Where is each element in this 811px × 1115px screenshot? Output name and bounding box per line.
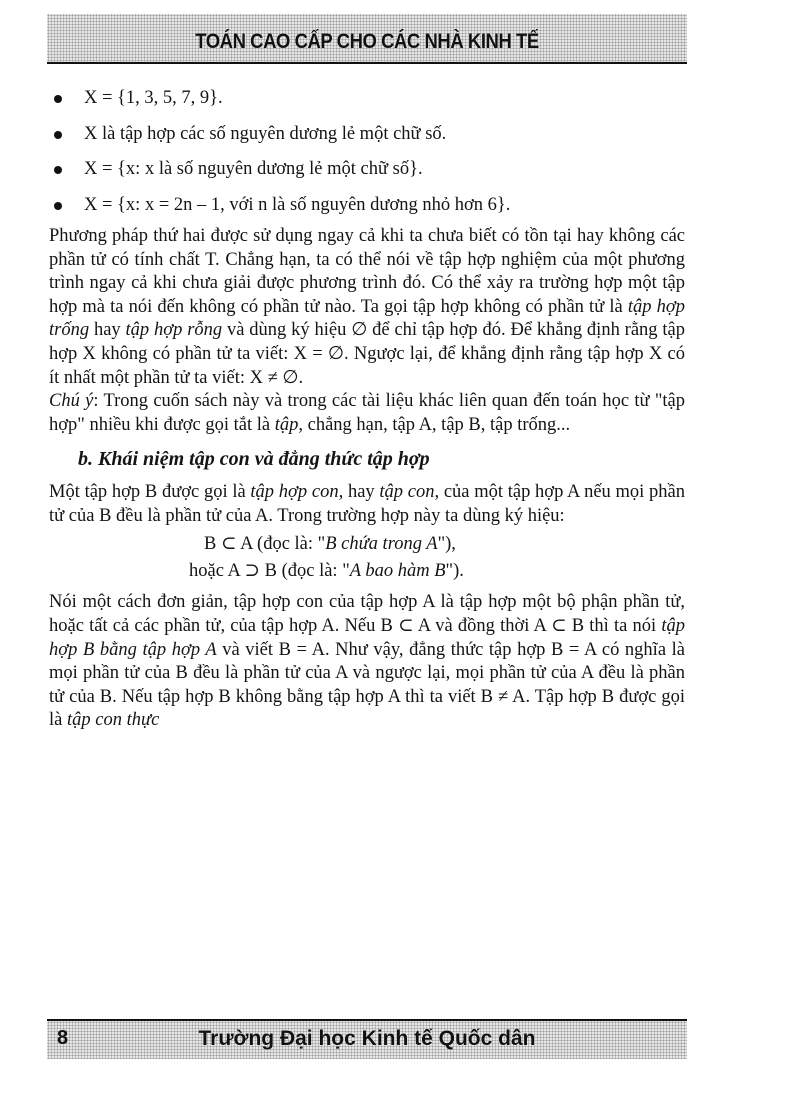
bullet-list bbox=[49, 87, 685, 216]
note-label: Chú ý bbox=[49, 391, 94, 412]
term-empty-set: tập hợp trống bbox=[49, 296, 685, 341]
paragraph-text: của một tập hợp A nếu mọi phần tử của B đều là phần tử của A. Trong trường hợp này ta dùng ký hiệu: bbox=[49, 481, 686, 526]
term-set-short: tập, bbox=[274, 414, 303, 435]
list-item bbox=[49, 194, 685, 216]
paragraph-text: Nói một cách đơn giản, tập hợp con của tập hợp A là tập hợp một bộ phận phần tử, hoặc tất cả các phần tử, của tập hợp A. Nếu B ⊂ A và đồng thời A ⊂ B thì ta nói bbox=[49, 592, 685, 636]
page-header bbox=[47, 14, 687, 64]
note-paragraph bbox=[49, 390, 685, 437]
term-null-set: tập hợp rỗng bbox=[125, 320, 223, 341]
formula-text: "), bbox=[437, 534, 456, 555]
list-item-text: X = {x: x là số nguyên dương lẻ một chữ số}. bbox=[84, 159, 423, 179]
bullet-icon bbox=[54, 131, 62, 139]
section-heading: b. Khái niệm tập con và đẳng thức tập hợp bbox=[78, 448, 430, 471]
page-footer bbox=[47, 1019, 687, 1059]
formula-reading: A bao hàm B bbox=[349, 560, 446, 581]
paragraph-empty-set bbox=[49, 225, 685, 390]
bullet-icon bbox=[54, 202, 62, 210]
note-text: chẳng hạn, tập A, tập B, tập trống... bbox=[302, 414, 571, 435]
note-text: : Trong cuốn sách này và trong các tài liệu khác liên quan đến toán học từ "tập hợp" nhiều khi được gọi tắt là bbox=[49, 391, 685, 435]
paragraph-text: hay bbox=[89, 320, 126, 341]
list-item bbox=[49, 158, 685, 180]
paragraph-text: Một tập hợp B được gọi là bbox=[49, 481, 251, 502]
list-item bbox=[49, 87, 685, 109]
formula-text: B ⊂ A (đọc là: " bbox=[204, 534, 326, 555]
paragraph-text: và dùng ký hiệu ∅ để chỉ tập hợp đó. Để khẳng định rằng tập hợp X không có phần tử ta viết: X = ∅. Ngược lại, để khẳng định rằng tập hợp X có ít nhất một phần tử ta viết: X ≠ ∅. bbox=[49, 320, 685, 388]
bullet-icon bbox=[54, 95, 62, 103]
list-item bbox=[49, 123, 685, 145]
page-number: 8 bbox=[57, 1027, 69, 1049]
list-item-text: X = {1, 3, 5, 7, 9}. bbox=[84, 88, 223, 108]
paragraph-text: hay bbox=[343, 481, 380, 502]
list-item-text: X là tập hợp các số nguyên dương lẻ một chữ số. bbox=[84, 123, 447, 144]
formula-subset bbox=[49, 533, 685, 557]
term-proper-subset: tập con thực bbox=[66, 710, 160, 731]
header-title: TOÁN CAO CẤP CHO CÁC NHÀ KINH TẾ bbox=[195, 30, 539, 53]
formula-superset bbox=[49, 560, 685, 584]
paragraph-text: Phương pháp thứ hai được sử dụng ngay cả khi ta chưa biết có tồn tại hay không các phần tử có tính chất T. Chẳng hạn, ta có thể nói về tập hợp nghiệm của một phương trình ngay cả khi chưa giải được phương trình đó. Có thể xảy ra trường hợp một tập hợp mà ta nói đến không có phần tử nào. Ta gọi tập hợp không có phần tử là bbox=[49, 226, 685, 317]
formula-text: "). bbox=[445, 560, 464, 581]
paragraph-text: và viết B = A. Như vậy, đẳng thức tập hợp B = A có nghĩa là mọi phần tử của B đều là phần tử của A và ngược lại, mọi phần tử của A đều là phần tử của B. Nếu tập hợp B không bằng tập hợp A thì ta viết B ≠ A. Tập hợp B được gọi là bbox=[49, 639, 685, 731]
list-item-text: X = {x: x = 2n – 1, với n là số nguyên dương nhỏ hơn 6}. bbox=[84, 194, 511, 215]
bullet-icon bbox=[54, 166, 62, 174]
formula-text: hoặc A ⊃ B (đọc là: " bbox=[189, 560, 350, 581]
term-subset: tập hợp con, bbox=[250, 481, 344, 502]
page-content bbox=[49, 87, 685, 733]
footer-text: Trường Đại học Kinh tế Quốc dân bbox=[198, 1027, 536, 1050]
term-set-equality: tập hợp B bằng tập hợp A bbox=[49, 615, 685, 660]
paragraph-subset-definition bbox=[49, 481, 685, 528]
formula-reading: B chứa trong A bbox=[325, 534, 438, 555]
paragraph-set-equality bbox=[49, 591, 685, 733]
term-subset-short: tập con, bbox=[379, 481, 440, 502]
